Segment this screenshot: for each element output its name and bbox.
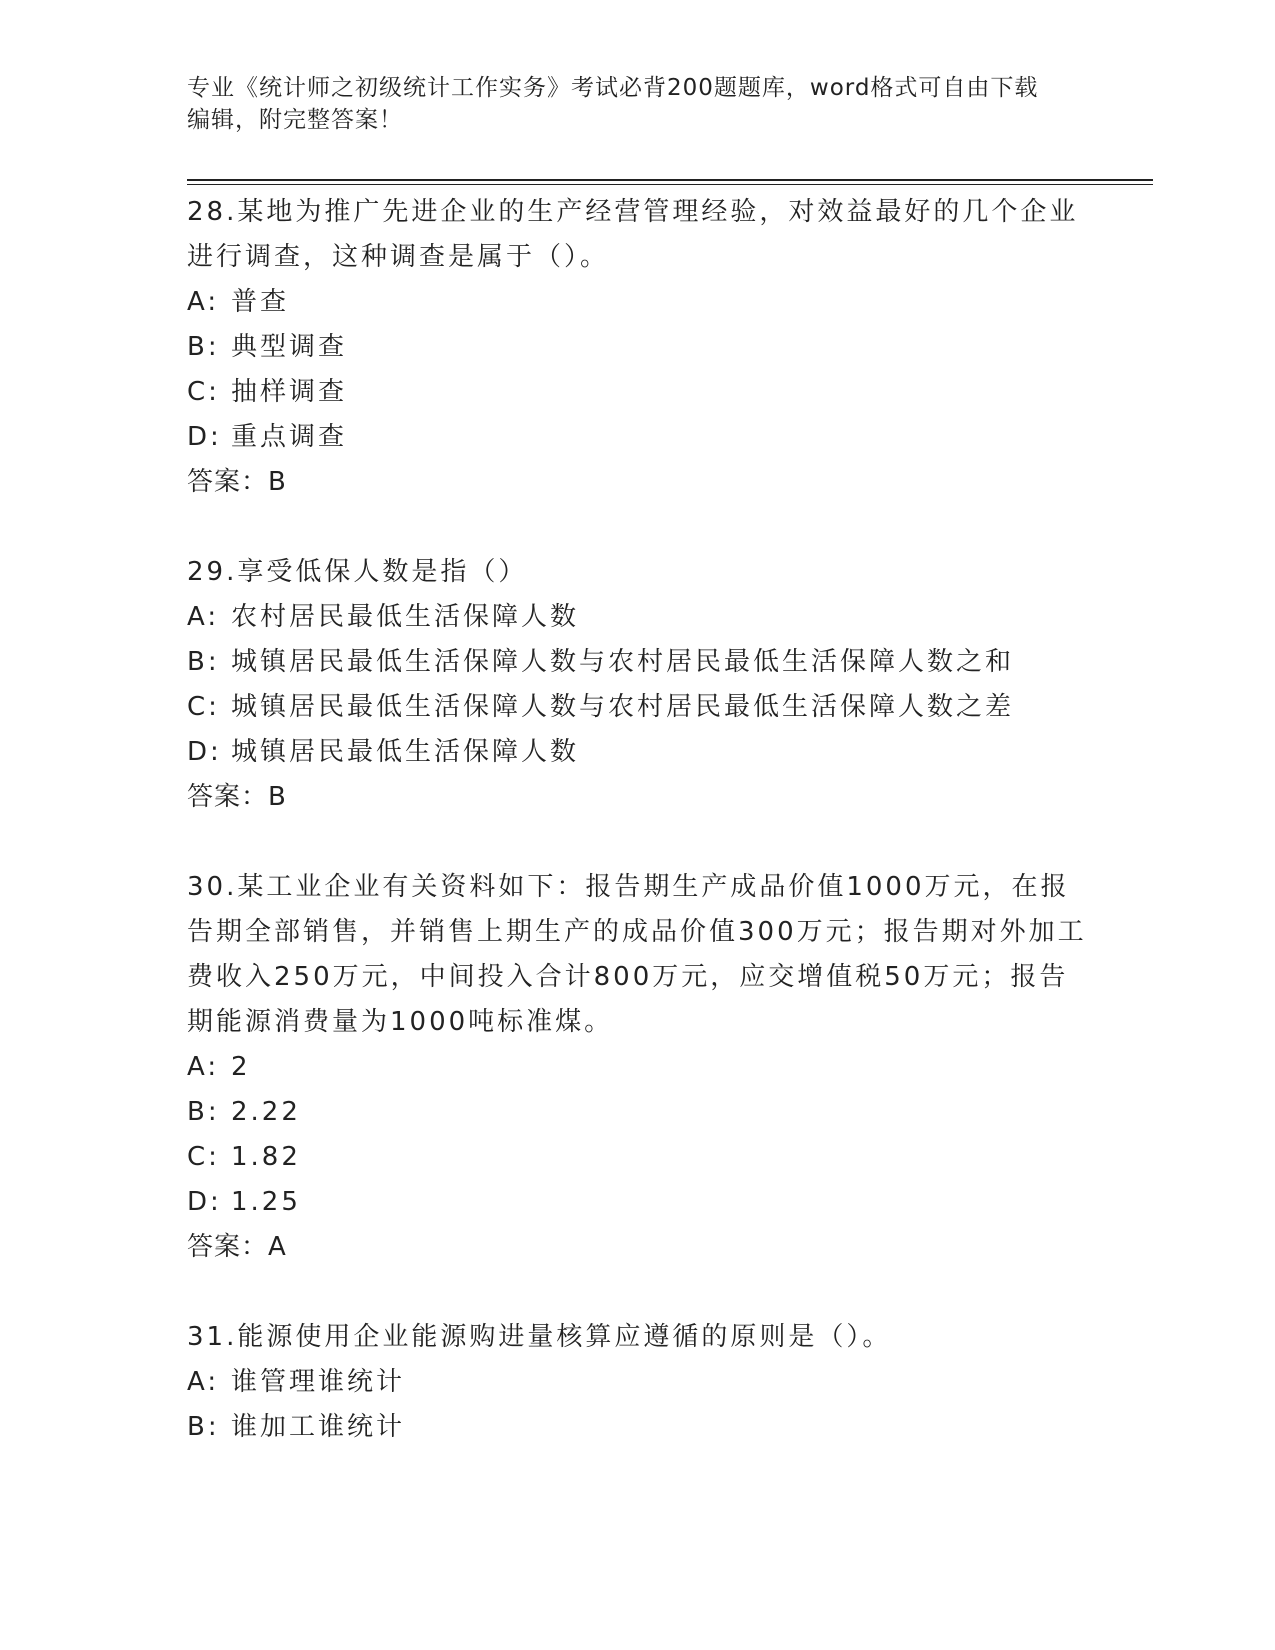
option-text: 2 <box>231 1052 251 1082</box>
question-stem: 29.享受低保人数是指（） <box>187 557 528 587</box>
question-list <box>187 190 1087 1450</box>
option-b <box>187 640 1087 685</box>
option-text: 1.82 <box>231 1142 301 1172</box>
option-a <box>187 595 1087 640</box>
option-c <box>187 370 1087 415</box>
question-28 <box>187 190 1087 505</box>
option-text: 重点调查 <box>231 422 348 452</box>
option-letter: C: <box>187 692 220 722</box>
option-text: 农村居民最低生活保障人数 <box>231 602 580 632</box>
option-a <box>187 1045 1087 1090</box>
option-letter: C: <box>187 1142 220 1172</box>
option-text: 城镇居民最低生活保障人数与农村居民最低生活保障人数之和 <box>231 647 1015 677</box>
option-b <box>187 1405 1087 1450</box>
option-text: 城镇居民最低生活保障人数 <box>231 737 580 767</box>
question-stem: 28.某地为推广先进企业的生产经营管理经验，对效益最好的几个企业进行调查，这种调查是属于（）。 <box>187 197 1079 272</box>
question-30 <box>187 865 1087 1270</box>
question-stem: 31.能源使用企业能源购进量核算应遵循的原则是（）。 <box>187 1322 892 1352</box>
option-letter: B: <box>187 1097 220 1127</box>
option-letter: D: <box>187 737 222 767</box>
option-b <box>187 325 1087 370</box>
option-letter: A: <box>187 287 220 317</box>
answer-value: B <box>268 467 287 497</box>
option-letter: D: <box>187 422 222 452</box>
answer-line <box>187 1225 1087 1270</box>
option-b <box>187 1090 1087 1135</box>
option-text: 2.22 <box>231 1097 301 1127</box>
option-a <box>187 280 1087 325</box>
option-text: 谁管理谁统计 <box>231 1367 406 1397</box>
option-letter: D: <box>187 1187 222 1217</box>
option-text: 谁加工谁统计 <box>231 1412 406 1442</box>
question-stem: 30.某工业企业有关资料如下：报告期生产成品价值1000万元，在报告期全部销售，并销售上期生产的成品价值300万元；报告期对外加工费收入250万元，中间投入合计800万元，应交增值税50万元；报告期能源消费量为1000吨标准煤。 <box>187 872 1087 1037</box>
option-text: 1.25 <box>231 1187 301 1217</box>
option-text: 城镇居民最低生活保障人数与农村居民最低生活保障人数之差 <box>231 692 1015 722</box>
option-text: 普查 <box>231 287 290 317</box>
option-text: 典型调查 <box>231 332 348 362</box>
option-letter: B: <box>187 1412 220 1442</box>
option-letter: A: <box>187 602 220 632</box>
answer-line <box>187 460 1087 505</box>
question-29 <box>187 550 1087 820</box>
document-header <box>187 72 1087 136</box>
answer-line <box>187 775 1087 820</box>
option-c <box>187 685 1087 730</box>
answer-label: 答案： <box>187 1232 269 1262</box>
option-d <box>187 1180 1087 1225</box>
answer-label: 答案： <box>187 467 269 497</box>
option-letter: A: <box>187 1052 220 1082</box>
option-d <box>187 730 1087 775</box>
header-divider-thick <box>187 179 1153 181</box>
option-text: 抽样调查 <box>231 377 348 407</box>
answer-value: B <box>268 782 287 812</box>
option-letter: C: <box>187 377 220 407</box>
option-d <box>187 415 1087 460</box>
option-c <box>187 1135 1087 1180</box>
answer-label: 答案： <box>187 782 269 812</box>
option-letter: B: <box>187 647 220 677</box>
question-31 <box>187 1315 1087 1450</box>
header-line-2: 编辑，附完整答案！ <box>187 107 403 133</box>
answer-value: A <box>268 1232 287 1262</box>
option-letter: B: <box>187 332 220 362</box>
option-a <box>187 1360 1087 1405</box>
header-divider-thin <box>187 184 1153 185</box>
option-letter: A: <box>187 1367 220 1397</box>
header-line-1: 专业《统计师之初级统计工作实务》考试必背200题题库，word格式可自由下载 <box>187 75 1039 101</box>
